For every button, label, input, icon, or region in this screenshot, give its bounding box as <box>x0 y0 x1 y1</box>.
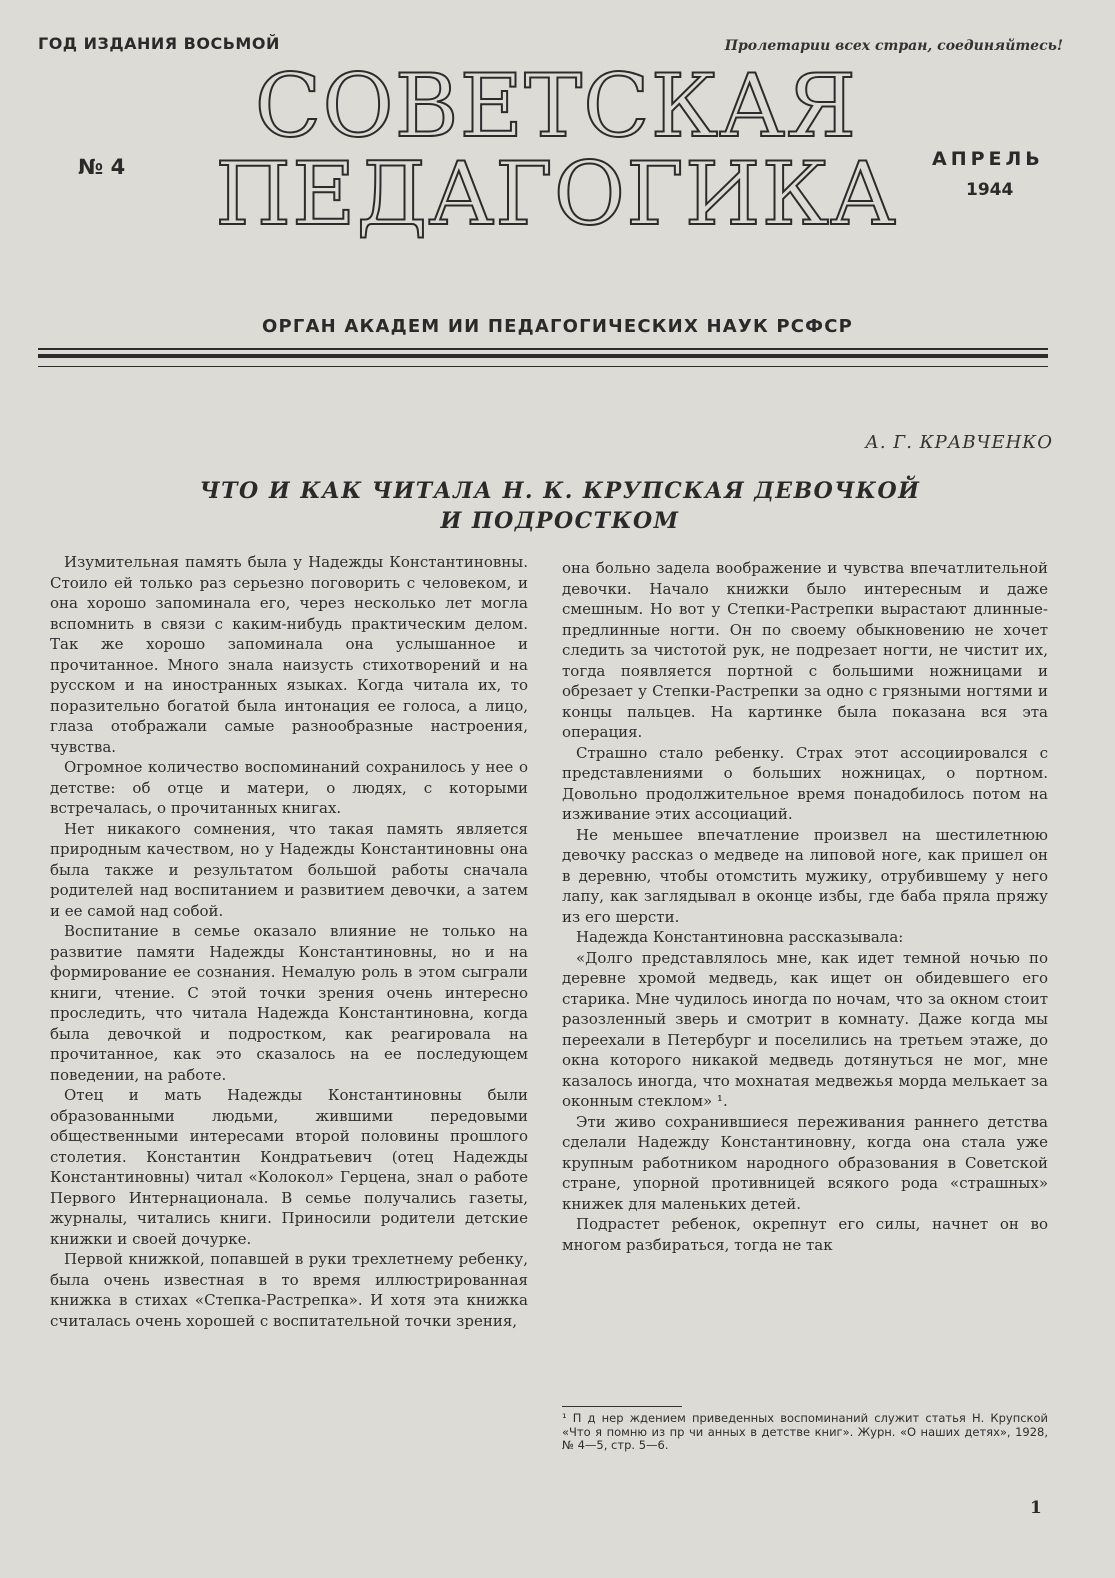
article-column-left <box>50 552 528 1331</box>
article-author: А. Г. КРАВЧЕНКО <box>865 432 1053 453</box>
header-rule-bottom <box>38 366 1048 367</box>
paragraph: Воспитание в семье оказало влияние не только на развитие памяти Надежды Константиновны, но и на формирование ее сознания. Немалую роль в этом сыграли книги, чтение. С этой точки зрения очень интересно проследить, что читала Надежда Константиновна, когда была девочкой и подростком, как реагировала на прочитанное, как это сказалось на ее последующем поведении, на работе. <box>50 922 528 1084</box>
paragraph: Первой книжкой, попавшей в руки трехлетнему ребенку, была очень известная в то время иллюстрированная книжка в стихах «Степка-Растрепка». И хотя эта книжка считалась очень хорошей с воспитательной точки зрения, <box>50 1250 528 1330</box>
journal-masthead <box>196 55 916 245</box>
article-title-line-1: ЧТО И КАК ЧИТАЛА Н. К. КРУПСКАЯ ДЕВОЧКОЙ <box>199 478 921 504</box>
paragraph: Эти живо сохранившиеся переживания раннего детства сделали Надежду Константиновну, когда она стала уже крупным работником народного образования в Советской стране, упорной противницей всякого рода «страшных» книжек для маленьких детей. <box>562 1112 1048 1213</box>
footnote: ¹ П д нер ждением приведенных воспоминаний служит статья Н. Крупской «Что я помню из пр чи анных в детстве книг». Журн. «О наших детях», 1928, № 4—5, стр. 5—6. <box>562 1411 1048 1452</box>
paragraph: Подрастет ребенок, окрепнут его силы, начнет он во многом разбираться, тогда не так <box>562 1215 1048 1254</box>
page-number: 1 <box>1030 1498 1042 1518</box>
journal-organ-line: ОРГАН АКАДЕМ ИИ ПЕДАГОГИЧЕСКИХ НАУК РСФСР <box>261 316 853 337</box>
edition-year-line: ГОД ИЗДАНИЯ ВОСЬМОЙ <box>38 34 280 53</box>
paragraph: Надежда Константиновна рассказывала: <box>576 928 904 946</box>
article-column-right <box>562 558 1048 1255</box>
paragraph: Огромное количество воспоминаний сохранилось у нее о детстве: об отце и матери, о людях, с которыми встречалась, о прочитанных книгах. <box>50 758 528 817</box>
slogan: Пролетарии всех стран, соединяйтесь! <box>724 38 1063 54</box>
header-rule-middle <box>38 354 1048 358</box>
issue-month: АПРЕЛЬ <box>932 148 1044 170</box>
header-rule-top <box>38 348 1048 350</box>
issue-number: № 4 <box>78 155 126 179</box>
masthead-line-2: ПЕДАГОГИКА <box>215 143 897 245</box>
paragraph: Изумительная память была у Надежды Константиновны. Стоило ей только раз серьезно поговорить с человеком, и она хорошо запоминала его, через несколько лет могла вспомнить в связи с каким-нибудь практическим делом. Так же хорошо запоминала она услышанное и прочитанное. Много знала наизусть стихотворений и на русском и на иностранных языках. Когда читала их, то поразительно богатой была интонация ее голоса, а лицо, глаза отображали самые разнообразные настроения, чувства. <box>50 553 528 756</box>
article-title-line-2: И ПОДРОСТКОМ <box>440 508 680 534</box>
footnote-rule <box>562 1406 682 1407</box>
paragraph: Не меньшее впечатление произвел на шестилетнюю девочку рассказ о медведе на липовой ноге, как пришел он в деревню, чтобы отомстить мужику, отрубившему у него лапу, как заглядывал в оконце избы, где баба пряла пряжу из его шерсти. <box>562 825 1048 926</box>
paragraph: она больно задела воображение и чувства впечатлительной девочки. Начало книжки было интересным и даже смешным. Но вот у Степки-Растрепки вырастают длинные-предлинные ногти. Он по своему обыкновению не хочет следить за чистотой рук, не подрезает ногти, не чистит их, тогда появляется портной с большими ножницами и обрезает у Степки-Растрепки за одно с грязными ногтями и концы пальцев. На картинке была показана вся эта операция. <box>562 559 1048 741</box>
masthead-line-1: СОВЕТСКАЯ <box>254 55 858 157</box>
paragraph: Отец и мать Надежды Константиновны были образованными людьми, жившими передовыми общественными интересами второй половины прошлого столетия. Константин Кондратьевич (отец Надежды Константиновны) читал «Колокол» Герцена, знал о работе Первого Интернационала. В семье получались газеты, журналы, читались книги. Приносили родители детские книжки и своей дочурке. <box>50 1086 528 1248</box>
article-title <box>110 476 1010 536</box>
paragraph: Нет никакого сомнения, что такая память является природным качеством, но у Надежды Константиновны она была также и результатом большой работы сначала родителей над воспитанием и развитием девочки, а затем и ее самой над собой. <box>50 819 528 920</box>
issue-year: 1944 <box>966 180 1014 200</box>
paragraph: Страшно стало ребенку. Страх этот ассоциировался с представлениями о больших ножницах, о портном. Довольно продолжительное время понадобилось потом на изживание этих ассоциаций. <box>562 743 1048 823</box>
paragraph: «Долго представлялось мне, как идет темной ночью по деревне хромой медведь, как ищет он обидевшего его старика. Мне чудилось иногда по ночам, что за окном стоит разозленный зверь и смотрит в комнату. Даже когда мы переехали в Петербург и поселились на третьем этаже, до окна которого никакой медведь дотянуться не мог, мне казалось иногда, что мохнатая медвежья морда мелькает за оконным стеклом» ¹. <box>562 948 1048 1110</box>
